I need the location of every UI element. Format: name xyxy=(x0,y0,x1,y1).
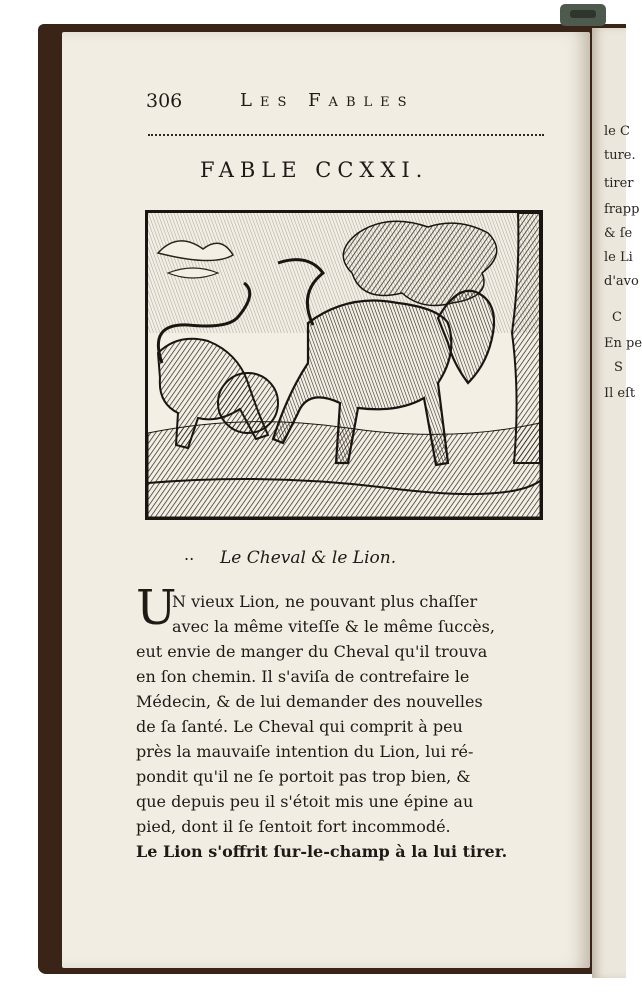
right-page-fragment: En pe xyxy=(604,336,642,351)
book-clasp xyxy=(560,4,606,26)
right-page-fragment: & ſe xyxy=(604,226,633,241)
body-line: Le Lion s'offrit ſur-le-champ à la lui tirer. xyxy=(136,842,508,861)
drop-cap: U xyxy=(136,580,177,636)
right-page-fragment: le Li xyxy=(604,250,633,265)
body-line: eut envie de manger du Cheval qu'il trouva xyxy=(136,642,488,661)
right-page-fragment: le C xyxy=(604,124,630,139)
body-line: pied, dont il ſe ſentoit fort incommodé. xyxy=(136,817,451,836)
right-page-fragment: S xyxy=(614,360,623,375)
body-line: avec la même viteſſe & le même ſuccès, xyxy=(172,617,495,636)
right-page-fragment: frapp xyxy=(604,202,640,217)
body-line: de ſa ſanté. Le Cheval qui comprit à peu xyxy=(136,717,463,736)
right-page-fragment: tirer xyxy=(604,176,634,191)
header-rule xyxy=(148,134,544,136)
page-number: 306 xyxy=(146,90,183,112)
fable-title: FABLE CCXXI. xyxy=(200,158,429,182)
right-page-fragment: Il eſt xyxy=(604,386,636,401)
body-line: Médecin, & de lui demander des nouvelles xyxy=(136,692,483,711)
right-page-fragment: ture. xyxy=(604,148,636,163)
body-line: que depuis peu il s'étoit mis une épine au xyxy=(136,792,474,811)
running-title: Les Fables xyxy=(240,90,415,111)
right-page-fragment: d'avo xyxy=(604,274,639,289)
body-line: N vieux Lion, ne pouvant plus chaſſer xyxy=(172,592,478,611)
right-page xyxy=(592,28,642,978)
woodcut-illustration xyxy=(145,210,543,520)
body-line: en ſon chemin. Il s'aviſa de contrefaire le xyxy=(136,667,470,686)
caption: Le Cheval & le Lion. xyxy=(220,548,397,568)
body-line: près la mauvaiſe intention du Lion, lui ré- xyxy=(136,742,474,761)
caption-mark: .. xyxy=(184,545,195,564)
body-line: pondit qu'il ne ſe portoit pas trop bien, & xyxy=(136,767,471,786)
right-page-fragment: C xyxy=(612,310,622,325)
